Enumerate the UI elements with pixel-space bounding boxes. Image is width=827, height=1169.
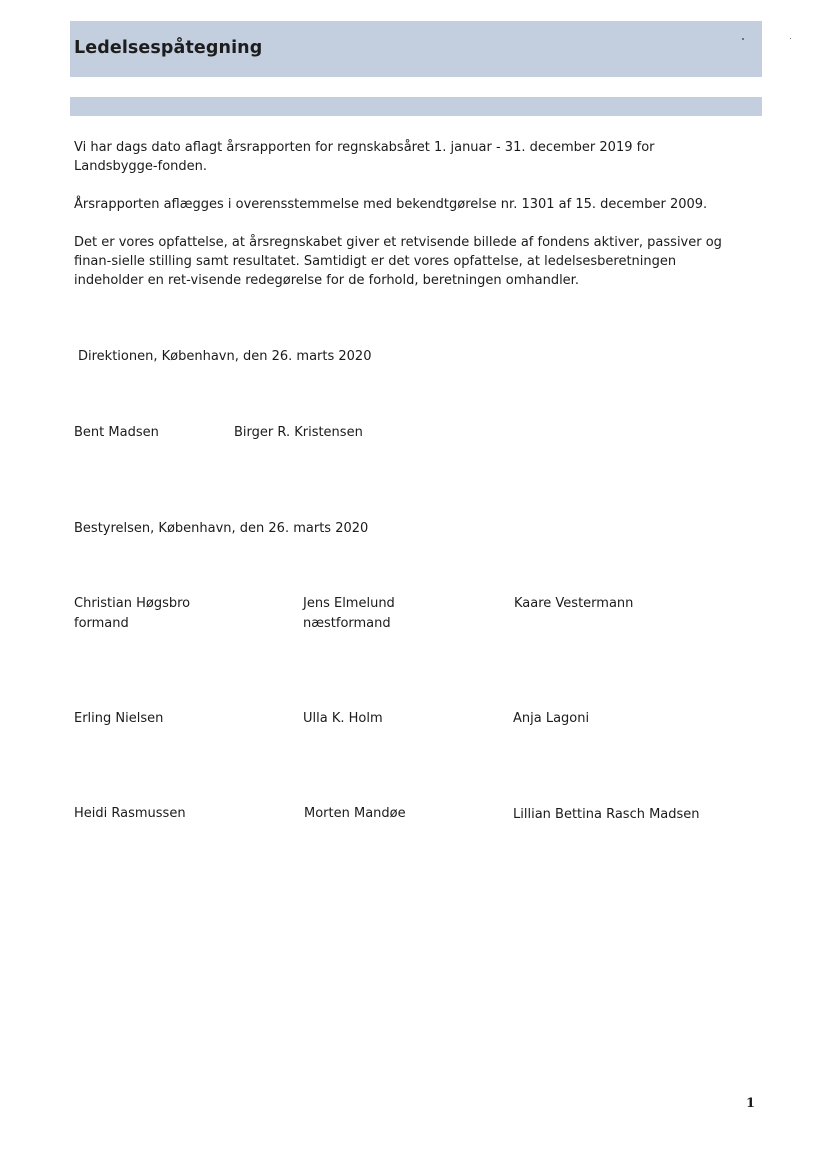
signatory-direktion-1 xyxy=(74,423,159,443)
signatory-bestyrelse-6 xyxy=(513,709,589,729)
signatory-name: Heidi Rasmussen xyxy=(74,806,186,821)
signatory-bestyrelse-4 xyxy=(74,709,163,729)
signatory-name: Anja Lagoni xyxy=(513,711,590,726)
section-divider-band xyxy=(70,97,762,116)
signatory-bestyrelse-9 xyxy=(513,805,700,825)
signatory-name: Morten Mandøe xyxy=(304,806,406,821)
bestyrelsen-label: Bestyrelsen, København, den 26. marts 2020 xyxy=(74,521,369,536)
direktionen-label: Direktionen, København, den 26. marts 2020 xyxy=(78,349,372,364)
signatory-role: formand xyxy=(74,616,129,631)
paragraph-regulation: Årsrapporten aflægges i overensstemmelse med bekendtgørelse nr. 1301 af 15. december 2009. xyxy=(74,197,708,212)
paragraph-opinion: Det er vores opfattelse, at årsregnskabet giver et retvisende billede af fondens aktiver, passiver og finan-sielle stilling samt resultatet. Samtidigt er det vores opfattelse, at ledelsesberetningen indeholder en ret-visende redegørelse for de forhold, beretningen omhandler. xyxy=(74,235,722,288)
signatory-direktion-2 xyxy=(234,423,363,443)
scan-speck xyxy=(742,38,744,40)
scan-speck xyxy=(790,38,791,39)
signatory-name: Lillian Bettina Rasch Madsen xyxy=(513,807,700,822)
signatory-bestyrelse-7 xyxy=(74,804,186,824)
signatory-bestyrelse-5 xyxy=(303,709,383,729)
signatory-name: Kaare Vestermann xyxy=(514,596,634,611)
signatory-name: Bent Madsen xyxy=(74,425,159,440)
page-title: Ledelsespåtegning xyxy=(74,38,263,58)
signatory-bestyrelse-8 xyxy=(304,804,406,824)
paragraph-statement: Vi har dags dato aflagt årsrapporten for regnskabsåret 1. januar - 31. december 2019 for Landsbygge-fonden. xyxy=(74,140,655,174)
signatory-name: Jens Elmelund xyxy=(303,596,395,611)
signatory-bestyrelse-1 xyxy=(74,594,190,634)
signatory-bestyrelse-2 xyxy=(303,594,395,634)
signatory-name: Christian Høgsbro xyxy=(74,596,191,611)
signatory-name: Ulla K. Holm xyxy=(303,711,383,726)
signatory-name: Birger R. Kristensen xyxy=(234,425,363,440)
signatory-role: næstformand xyxy=(303,616,391,631)
signatory-name: Erling Nielsen xyxy=(74,711,164,726)
signatory-bestyrelse-3 xyxy=(514,594,633,614)
page-number: 1 xyxy=(746,1096,756,1111)
